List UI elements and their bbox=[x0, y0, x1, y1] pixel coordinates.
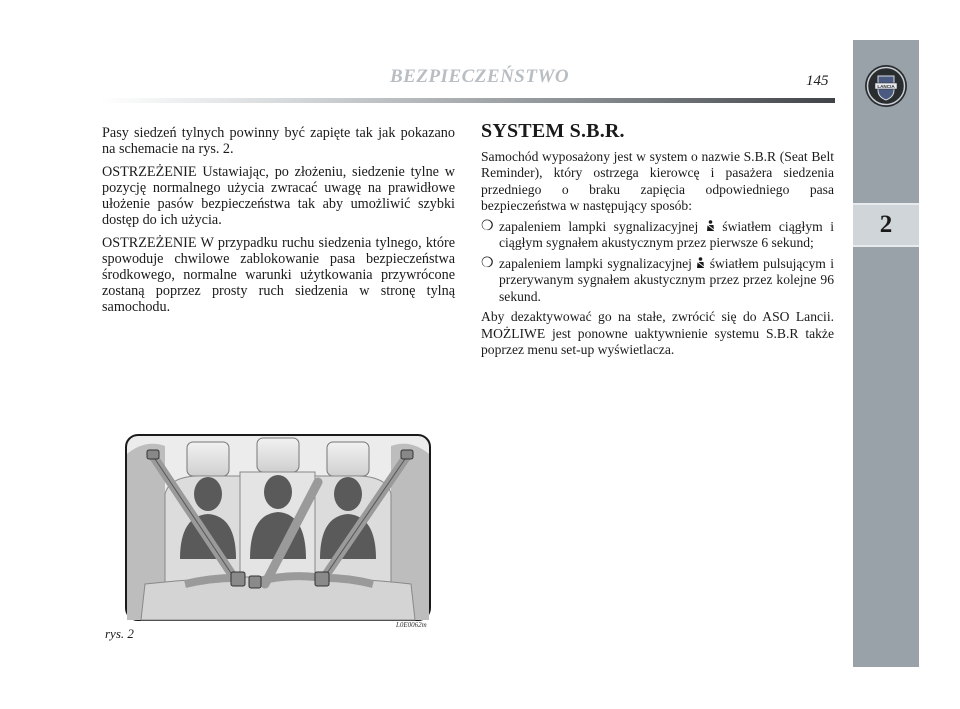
list-item-text: zapaleniem lampki sygnalizacyjnej bbox=[499, 255, 692, 271]
warning-paragraph: OSTRZEŻENIE Ustawiając, po złożeniu, siedzenie tylne w pozycję normalnego użycia zwracać uwagę na prawidłowe ułożenie pasów bezpieczeństwa tak aby umożliwić szybki dostęp do ich użycia. bbox=[102, 164, 455, 228]
intro-paragraph: Samochód wyposażony jest w system o nazwie S.B.R (Seat Belt Reminder), który ostrzega kierowcę i pasażera siedzenia przedniego o braku zapięcia odpowiedniego pasa bezpieczeństwa w następujący sposób: bbox=[481, 148, 834, 213]
paragraph: Pasy siedzeń tylnych powinny być zapięte tak jak pokazano na schemacie na rys. 2. bbox=[102, 125, 455, 157]
page-number: 145 bbox=[806, 73, 829, 89]
closing-paragraph: Aby dezaktywować go na stałe, zwrócić się do ASO Lancii. MOŻLIWE jest ponowne uaktywnienie systemu S.B.R także poprzez menu set-up wyświetlacza. bbox=[481, 309, 834, 357]
logo-text: LANCIA bbox=[877, 84, 895, 89]
chapter-number: 2 bbox=[853, 203, 919, 247]
section-title: SYSTEM S.B.R. bbox=[481, 120, 625, 142]
right-column bbox=[481, 120, 834, 363]
section-header-title: BEZPIECZEŃSTWO bbox=[390, 66, 570, 87]
list-item-text: światłem pulsującym i przerywanym sygnałem akustycznym przez przez kolejne 96 sekund. bbox=[499, 255, 834, 304]
figure-code: L0E0062m bbox=[396, 621, 427, 629]
bullet-circle-icon: ❍ bbox=[481, 218, 494, 234]
seatbelt-warning-icon bbox=[706, 220, 715, 232]
header-rule bbox=[100, 98, 835, 103]
list-item bbox=[481, 256, 834, 306]
left-column bbox=[102, 125, 455, 328]
list-item-text: zapaleniem lampki sygnalizacyjnej bbox=[499, 218, 699, 234]
chapter-side-tab bbox=[853, 40, 919, 667]
seatbelt-warning-icon bbox=[696, 257, 705, 269]
bullet-circle-icon: ❍ bbox=[481, 255, 494, 271]
lancia-logo-icon bbox=[864, 64, 908, 108]
figure-caption: rys. 2 bbox=[105, 626, 134, 641]
warning-paragraph: OSTRZEŻENIE W przypadku ruchu siedzenia tylnego, które spowoduje chwilowe zablokowanie pasa bezpieczeństwa środkowego, normalne warunki użytkowania przywrócone zostaną poprzez prosty ruch siedzenia w stronę tylną samochodu. bbox=[102, 235, 455, 315]
list-item-text: światłem ciągłym i ciągłym sygnałem akustycznym przez pierwsze 6 sekund; bbox=[499, 218, 834, 250]
list-item bbox=[481, 219, 834, 252]
rear-seat-belts-illustration bbox=[125, 434, 431, 621]
